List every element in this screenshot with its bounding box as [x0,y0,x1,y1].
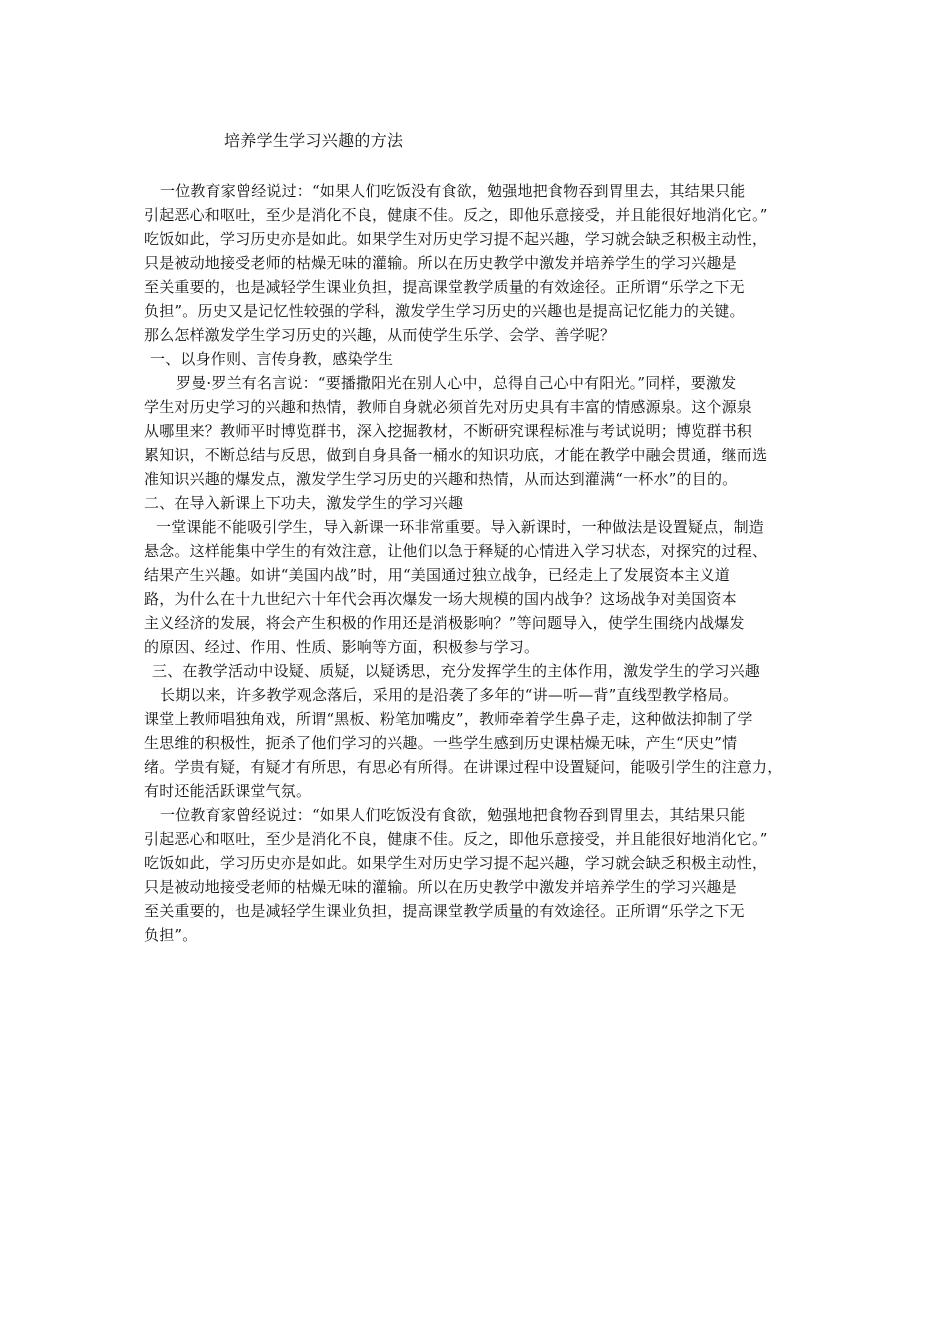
document-title: 培养学生学习兴趣的方法 [224,131,404,150]
section-heading: 二、在导入新课上下功夫，激发学生的学习兴趣 [144,494,464,512]
text-line: 吃饭如此，学习历史亦是如此。如果学生对历史学习提不起兴趣，学习就会缺乏积极主动性， [144,230,768,248]
text-line: 的原因、经过、作用、性质、影响等方面，积极参与学习。 [144,638,540,656]
text-line: 引起恶心和呕吐，至少是消化不良，健康不佳。反之，即他乐意接受，并且能很好地消化它。” [144,830,768,848]
text-line: 引起恶心和呕吐，至少是消化不良，健康不佳。反之，即他乐意接受，并且能很好地消化它。” [144,206,768,224]
text-line: 准知识兴趣的爆发点，激发学生学习历史的兴趣和热情，从而达到灌满“一杯水”的目的。 [144,470,738,488]
text-line: 结果产生兴趣。如讲“美国内战”时，用“美国通过独立战争，已经走上了发展资本主义道 [144,566,731,584]
text-line: 只是被动地接受老师的枯燥无味的灌输。所以在历史教学中激发并培养学生的学习兴趣是 [144,254,737,272]
text-line: 至关重要的，也是减轻学生课业负担，提高课堂教学质量的有效途径。正所谓“乐学之下无 [144,902,745,920]
text-line: 一位教育家曾经说过：“如果人们吃饭没有食欲，勉强地把食物吞到胃里去，其结果只能 [160,182,746,200]
section-heading: 一、以身作则、言传身教，感染学生 [150,350,394,368]
text-line: 悬念。这样能集中学生的有效注意，让他们以急于释疑的心情进入学习状态，对探究的过程、 [144,542,768,560]
text-line: 负担”。 [144,926,198,944]
text-line: 长期以来，许多教学观念落后，采用的是沿袭了多年的“讲—听—背”直线型教学格局。 [160,686,739,704]
text-line: 罗曼·罗兰有名言说：“要播撒阳光在别人心中，总得自己心中有阳光。”同样，要激发 [176,374,737,392]
text-line: 一位教育家曾经说过：“如果人们吃饭没有食欲，勉强地把食物吞到胃里去，其结果只能 [160,806,746,824]
text-line: 绪。学贵有疑，有疑才有所思，有思必有所得。在讲课过程中设置疑问，能吸引学生的注意力， [144,758,783,776]
text-line: 从哪里来？教师平时博览群书，深入挖掘教材，不断研究课程标准与考试说明；博览群书积 [144,422,753,440]
text-line: 那么怎样激发学生学习历史的兴趣，从而使学生乐学、会学、善学呢？ [144,326,616,344]
text-line: 有时还能活跃课堂气氛。 [144,782,312,800]
text-line: 负担”。历史又是记忆性较强的学科，激发学生学习历史的兴趣也是提高记忆能力的关键。 [144,302,745,320]
text-line: 累知识，不断总结与反思，做到自身具备一桶水的知识功底，才能在教学中融会贯通，继而选 [144,446,768,464]
text-line: 至关重要的，也是减轻学生课业负担，提高课堂教学质量的有效途径。正所谓“乐学之下无 [144,278,745,296]
text-line: 生思维的积极性，扼杀了他们学习的兴趣。一些学生感到历史课枯燥无味，产生“厌史”情 [144,734,738,752]
text-line: 学生对历史学习的兴趣和热情，教师自身就必须首先对历史具有丰富的情感源泉。这个源泉 [144,398,753,416]
text-line: 路，为什么在十九世纪六十年代会再次爆发一场大规模的国内战争？这场战争对美国资本 [144,590,737,608]
text-line: 吃饭如此，学习历史亦是如此。如果学生对历史学习提不起兴趣，学习就会缺乏积极主动性， [144,854,768,872]
text-line: 课堂上教师唱独角戏，所谓“黑板、粉笔加嘴皮”，教师牵着学生鼻子走，这种做法抑制了学 [144,710,753,728]
text-line: 一堂课能不能吸引学生，导入新课一环非常重要。导入新课时，一种做法是设置疑点，制造 [156,518,765,536]
text-line: 主义经济的发展，将会产生积极的作用还是消极影响？”等问题导入，使学生围绕内战爆发 [144,614,745,632]
section-heading: 三、在教学活动中设疑、质疑，以疑诱思，充分发挥学生的主体作用，激发学生的学习兴趣 [152,662,761,680]
text-line: 只是被动地接受老师的枯燥无味的灌输。所以在历史教学中激发并培养学生的学习兴趣是 [144,878,737,896]
